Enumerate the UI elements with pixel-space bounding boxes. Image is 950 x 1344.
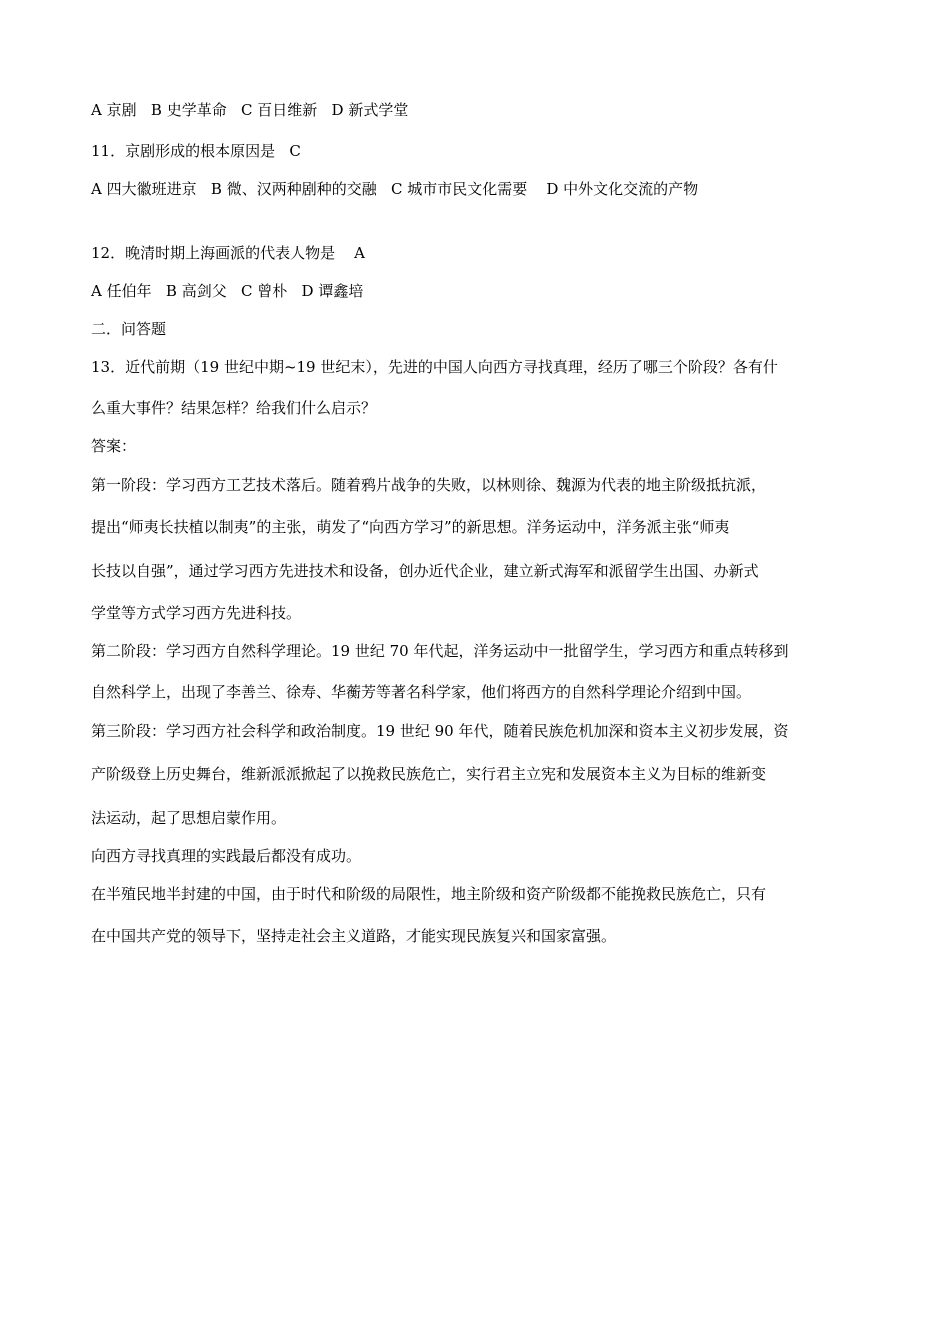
q11-question: 11．京剧形成的根本原因是 C — [91, 142, 301, 160]
stage1-text: 提出“师夷长扶植以制夷”的主张，萌发了“向西方学习”的新思想。洋务运动中，洋务派主张“师夷 — [91, 518, 730, 536]
stage3-text: 产阶级登上历史舞台，维新派派掀起了以挽救民族危亡，实行君主立宪和发展资本主义为目标的维新变 — [91, 765, 767, 783]
lesson-text: 在半殖民地半封建的中国，由于时代和阶级的局限性，地主阶级和资产阶级都不能挽救民族危亡，只有 — [91, 885, 767, 903]
q11-options: A 四大徽班进京 B 微、汉两种剧种的交融 C 城市市民文化需要 D 中外文化交流的产物 — [91, 180, 699, 198]
stage3-text: 第三阶段：学习西方社会科学和政治制度。19 世纪 90 年代，随着民族危机加深和资本主义初步发展，资 — [91, 722, 789, 740]
q12-question: 12．晚清时期上海画派的代表人物是 A — [91, 244, 365, 262]
stage2-text: 自然科学上，出现了李善兰、徐寿、华蘅芳等著名科学家，他们将西方的自然科学理论介绍到中国。 — [91, 683, 752, 701]
q13-question-line: 么重大事件？结果怎样？给我们什么启示？ — [91, 399, 377, 417]
stage2-text: 第二阶段：学习西方自然科学理论。19 世纪 70 年代起，洋务运动中一批留学生，学习西方和重点转移到 — [91, 642, 789, 660]
lesson-text: 在中国共产党的领导下，坚持走社会主义道路，才能实现民族复兴和国家富强。 — [91, 927, 617, 945]
section-two-heading: 二．问答题 — [91, 320, 167, 338]
answer-label: 答案： — [91, 437, 137, 455]
q10-options: A 京剧 B 史学革命 C 百日维新 D 新式学堂 — [91, 101, 409, 119]
stage3-text: 法运动，起了思想启蒙作用。 — [91, 809, 287, 827]
q12-options: A 任伯年 B 高剑父 C 曾朴 D 谭鑫培 — [91, 282, 364, 300]
q13-question-line: 13．近代前期（19 世纪中期~19 世纪末），先进的中国人向西方寻找真理，经历了哪三个阶段？各有什 — [91, 358, 778, 376]
stage1-text: 第一阶段：学习西方工艺技术落后。随着鸦片战争的失败，以林则徐、魏源为代表的地主阶级抵抗派， — [91, 476, 767, 494]
result-text: 向西方寻找真理的实践最后都没有成功。 — [91, 847, 362, 865]
stage1-text: 学堂等方式学习西方先进科技。 — [91, 604, 302, 622]
stage1-text: 长技以自强”，通过学习西方先进技术和设备，创办近代企业，建立新式海军和派留学生出国、办新式 — [91, 562, 759, 580]
